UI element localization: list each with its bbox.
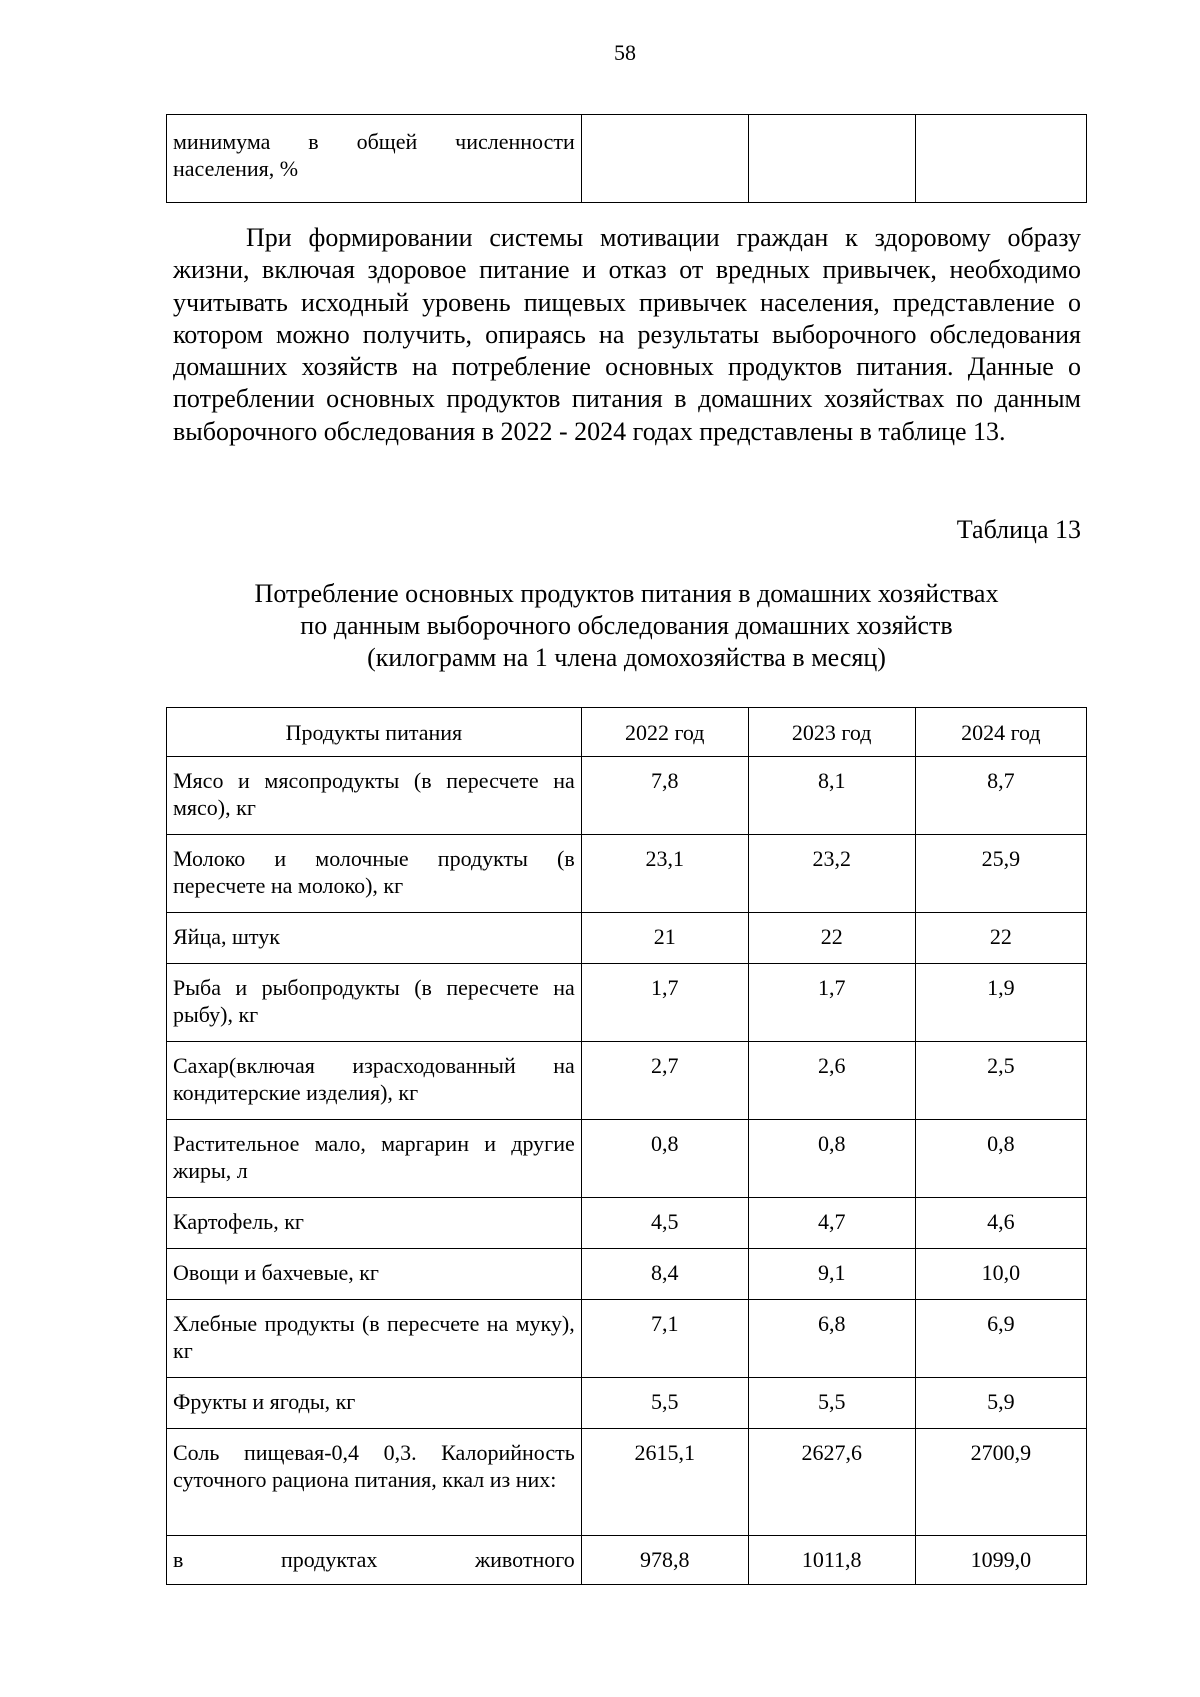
product-cell: Мясо и мясопродукты (в пересчете на мясо), кг [167,757,582,835]
table-row [167,1429,1087,1536]
table-caption: Таблица 13 [956,515,1081,544]
table-row [167,1300,1087,1378]
value-cell: 5,9 [915,1378,1086,1429]
table-cell [748,115,915,203]
table-title-line: Потребление основных продуктов питания в домашних хозяйствах [254,579,999,608]
value-cell: 9,1 [748,1249,915,1300]
table-cell-label: минимума в общей численности населения, % [167,115,582,203]
table-title-line: по данным выборочного обследования домашних хозяйств [300,611,953,640]
value-cell: 978,8 [581,1536,748,1585]
table-row [167,1120,1087,1198]
table-row [167,1249,1087,1300]
value-cell: 6,8 [748,1300,915,1378]
value-cell: 8,1 [748,757,915,835]
value-cell: 2627,6 [748,1429,915,1536]
value-cell: 1,7 [581,964,748,1042]
product-cell: Сахар(включая израсходованный на кондитерские изделия), кг [167,1042,582,1120]
value-cell: 7,1 [581,1300,748,1378]
product-cell: Хлебные продукты (в пересчете на муку), кг [167,1300,582,1378]
column-header-2023: 2023 год [748,708,915,757]
value-cell: 7,8 [581,757,748,835]
table-row [167,1042,1087,1120]
product-cell: Фрукты и ягоды, кг [167,1378,582,1429]
value-cell: 1,7 [748,964,915,1042]
value-cell: 4,5 [581,1198,748,1249]
table-row [167,835,1087,913]
value-cell: 2,7 [581,1042,748,1120]
value-cell: 22 [915,913,1086,964]
value-cell: 0,8 [915,1120,1086,1198]
value-cell: 8,7 [915,757,1086,835]
value-cell: 2700,9 [915,1429,1086,1536]
value-cell: 2,6 [748,1042,915,1120]
table-title [166,578,1087,674]
column-header-2024: 2024 год [915,708,1086,757]
table-header-row [167,708,1087,757]
table-row [167,1378,1087,1429]
value-cell: 4,7 [748,1198,915,1249]
value-cell: 1,9 [915,964,1086,1042]
value-cell: 25,9 [915,835,1086,913]
product-cell: Рыба и рыбопродукты (в пересчете на рыбу), кг [167,964,582,1042]
value-cell: 5,5 [581,1378,748,1429]
value-cell: 23,2 [748,835,915,913]
table-row [167,964,1087,1042]
product-cell: Растительное мало, маргарин и другие жиры, л [167,1120,582,1198]
value-cell: 23,1 [581,835,748,913]
table-row [167,757,1087,835]
table-row [167,115,1087,203]
value-cell: 8,4 [581,1249,748,1300]
table-title-line: (килограмм на 1 члена домохозяйства в месяц) [367,643,886,672]
product-cell: Картофель, кг [167,1198,582,1249]
table-row [167,1536,1087,1585]
product-cell: Молоко и молочные продукты (в пересчете на молоко), кг [167,835,582,913]
table-row [167,913,1087,964]
value-cell: 1011,8 [748,1536,915,1585]
value-cell: 10,0 [915,1249,1086,1300]
value-cell: 0,8 [748,1120,915,1198]
product-cell: Овощи и бахчевые, кг [167,1249,582,1300]
table-row [167,1198,1087,1249]
value-cell: 6,9 [915,1300,1086,1378]
value-cell: 1099,0 [915,1536,1086,1585]
value-cell: 22 [748,913,915,964]
body-paragraph: При формировании системы мотивации граждан к здоровому образу жизни, включая здоровое питание и отказ от вредных привычек, необходимо учитывать исходный уровень пищевых привычек населения, представление о котором можно получить, опираясь на результаты выборочного обследования домашних хозяйств на потребление основных продуктов питания. Данные о потреблении основных продуктов питания в домашних хозяйствах по данным выборочного обследования в 2022 - 2024 годах представлены в таблице 13. [173,223,1081,446]
value-cell: 2,5 [915,1042,1086,1120]
value-cell: 0,8 [581,1120,748,1198]
page-number: 58 [614,40,636,65]
column-header-2022: 2022 год [581,708,748,757]
product-cell: Соль пищевая-0,4 0,3. Калорийность суточного рациона питания, ккал из них: [167,1429,582,1536]
consumption-table [166,707,1087,1585]
value-cell: 21 [581,913,748,964]
value-cell: 2615,1 [581,1429,748,1536]
product-cell: Яйца, штук [167,913,582,964]
continued-table [166,114,1087,203]
value-cell: 4,6 [915,1198,1086,1249]
product-cell: в продуктах животного [167,1536,582,1585]
value-cell: 5,5 [748,1378,915,1429]
table-cell [581,115,748,203]
table-cell [915,115,1086,203]
column-header-products: Продукты питания [167,708,582,757]
